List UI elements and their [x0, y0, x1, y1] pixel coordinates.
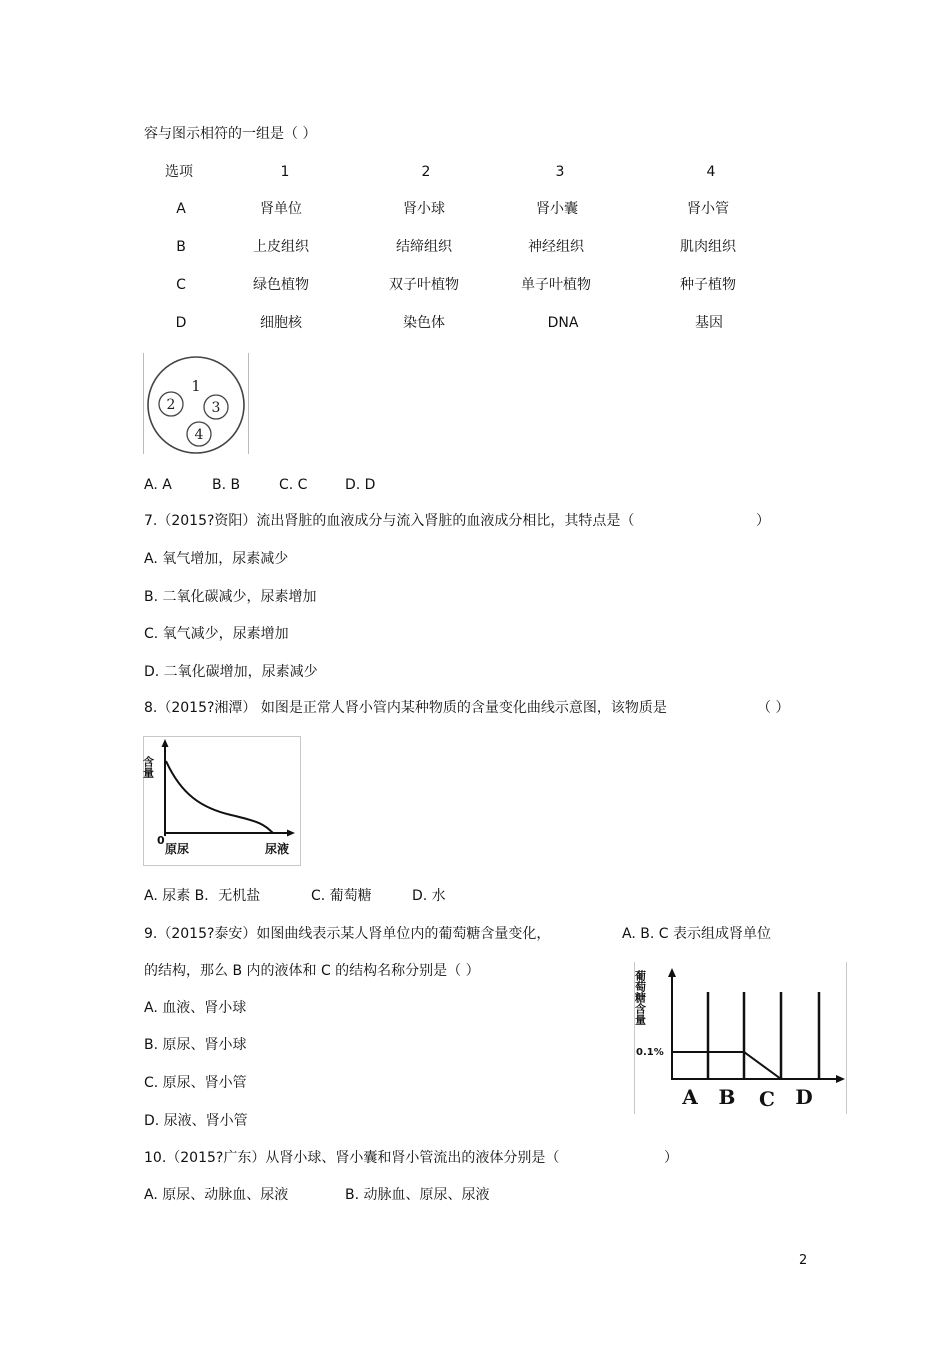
y-axis-label: 葡萄糖含量	[633, 970, 647, 1025]
q7-option-b: B. 二氧化碳减少，尿素增加	[144, 589, 317, 605]
table-cell: 上皮组织	[253, 239, 309, 255]
y-axis-label: 含量	[141, 756, 155, 778]
label-2: 2	[166, 397, 176, 413]
table-header: 3	[555, 164, 565, 180]
label-4: 4	[194, 427, 204, 443]
table-cell: 结缔组织	[396, 239, 452, 255]
concentration-curve	[166, 761, 273, 833]
glucose-curve	[672, 1052, 781, 1079]
table-cell: 双子叶植物	[389, 277, 459, 293]
table-cell: 神经组织	[528, 239, 584, 255]
table-cell: A	[176, 201, 186, 217]
label-3: 3	[211, 400, 221, 416]
table-cell: 种子植物	[680, 277, 736, 293]
table-header: 4	[706, 164, 716, 180]
x-label-b: B	[718, 1085, 736, 1109]
q7-option-c: C. 氧气减少，尿素增加	[144, 626, 289, 642]
q9-glucose-chart	[634, 962, 847, 1114]
table-cell: B	[176, 239, 186, 255]
q8-stem: 8.（2015?湘潭） 如图是正常人肾小管内某种物质的含量变化曲线示意图，该物质是	[144, 700, 667, 716]
q7-stem-close: ）	[756, 513, 770, 529]
q8-option-c: C. 葡萄糖	[311, 888, 372, 904]
origin-label: 0	[157, 834, 165, 847]
q6-option-c: C. C	[279, 477, 308, 493]
q9-stem-line1-right: A. B. C 表示组成肾单位	[622, 926, 771, 942]
q10-option-b: B. 动脉血、原尿、尿液	[345, 1187, 490, 1203]
table-cell: 肾单位	[260, 201, 302, 217]
q9-option-b: B. 原尿、肾小球	[144, 1037, 247, 1053]
q6-option-d: D. D	[345, 477, 376, 493]
q8-option-ab: A. 尿素 B．无机盐	[144, 888, 261, 904]
q10-stem-close: ）	[664, 1150, 678, 1166]
q7-option-d: D. 二氧化碳增加，尿素减少	[144, 664, 318, 680]
level-label: 0.1%	[636, 1047, 664, 1058]
q8-option-d: D. 水	[412, 888, 446, 904]
q8-curve-chart	[143, 736, 301, 866]
x-label-a: A	[682, 1085, 698, 1109]
q7-option-a: A. 氧气增加，尿素减少	[144, 551, 289, 567]
q9-option-a: A. 血液、肾小球	[144, 1000, 247, 1016]
q7-stem: 7.（2015?资阳）流出肾脏的血液成分与流入肾脏的血液成分相比，其特点是（	[144, 513, 635, 529]
table-cell: 肾小管	[687, 201, 729, 217]
x-axis-arrow	[836, 1075, 845, 1083]
x-start-label: 原尿	[165, 842, 190, 856]
q6-circle-diagram	[143, 353, 249, 454]
table-cell: 肾小球	[403, 201, 445, 217]
table-cell: 单子叶植物	[521, 277, 591, 293]
table-cell: DNA	[547, 315, 579, 331]
q6-option-b: B. B	[212, 477, 241, 493]
table-cell: D	[175, 315, 187, 331]
table-cell: 基因	[695, 315, 723, 331]
y-axis-arrow	[668, 968, 676, 977]
q10-option-a: A. 原尿、动脉血、尿液	[144, 1187, 289, 1203]
x-axis-arrow	[287, 830, 295, 837]
table-header: 选项	[165, 164, 193, 180]
q9-stem-line1: 9.（2015?泰安）如图曲线表示某人肾单位内的葡萄糖含量变化，	[144, 926, 551, 942]
q9-option-d: D. 尿液、肾小管	[144, 1113, 248, 1129]
q9-option-c: C. 原尿、肾小管	[144, 1075, 247, 1091]
q9-stem-line2: 的结构，那么 B 内的液体和 C 的结构名称分别是（ ）	[144, 963, 480, 979]
page-number: 2	[799, 1253, 808, 1268]
table-cell: C	[176, 277, 186, 293]
y-axis-arrow	[162, 739, 169, 747]
table-cell: 绿色植物	[253, 277, 309, 293]
table-cell: 染色体	[403, 315, 445, 331]
x-label-c: C	[759, 1087, 775, 1111]
table-header: 1	[280, 164, 290, 180]
table-cell: 细胞核	[260, 315, 302, 331]
x-end-label: 尿液	[265, 842, 290, 856]
table-header: 2	[421, 164, 431, 180]
label-1: 1	[191, 377, 201, 395]
q6-stem: 容与图示相符的一组是（ ）	[144, 126, 317, 142]
x-label-d: D	[795, 1085, 813, 1109]
table-cell: 肌肉组织	[680, 239, 736, 255]
table-cell: 肾小囊	[536, 201, 578, 217]
q10-stem: 10.（2015?广东）从肾小球、肾小囊和肾小管流出的液体分别是（	[144, 1150, 560, 1166]
q8-stem-close: （ ）	[757, 700, 790, 716]
q6-option-a: A. A	[144, 477, 172, 493]
